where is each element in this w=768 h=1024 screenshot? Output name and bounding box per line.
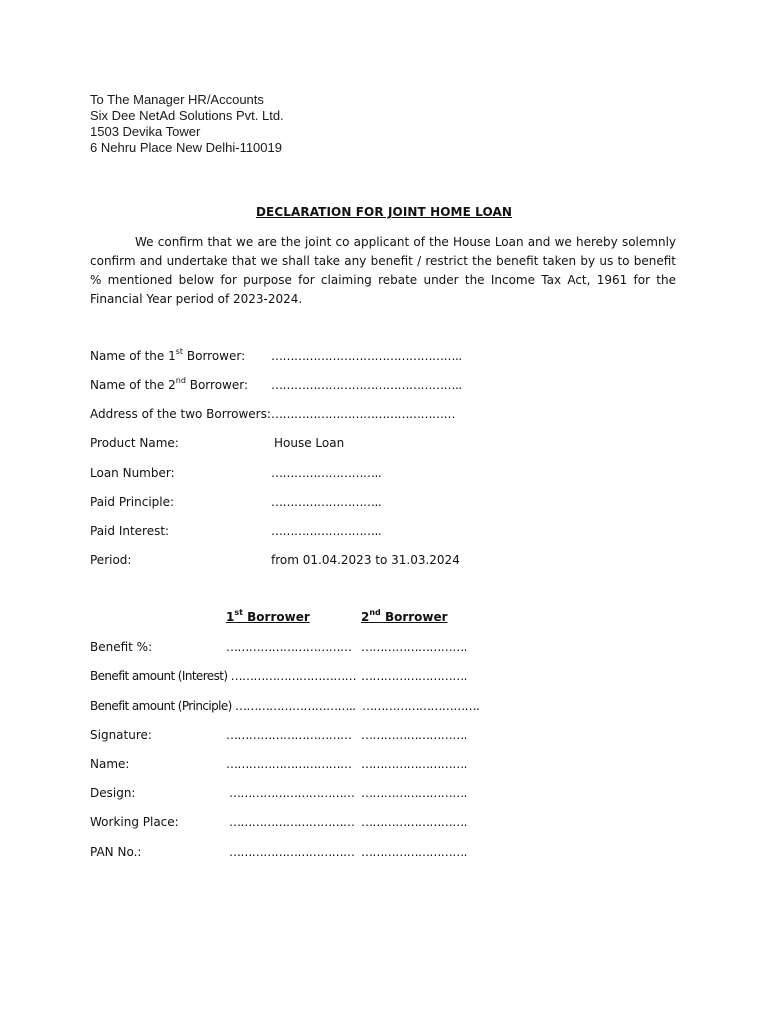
row-label: Benefit amount (Interest) …………………………… [90, 669, 357, 683]
row-value-2: ………………………. [361, 728, 467, 742]
field-label: Paid Interest: [90, 524, 170, 538]
row-label: Signature: [90, 728, 152, 742]
row-value-1: …………………………… [226, 728, 352, 742]
field-label: Paid Principle: [90, 495, 175, 509]
row-value-1: …………………………… [229, 786, 355, 800]
row-value-2: ………………………. [361, 757, 467, 771]
row-value-1: …………………………… [226, 757, 352, 771]
field-label: Period: [90, 553, 132, 567]
row-label: Name: [90, 757, 130, 771]
row-value-1: …………………………… [229, 815, 355, 829]
field-label: Name of the 2nd Borrower: [90, 376, 248, 392]
field-value: ………………………………………….. [271, 349, 462, 363]
field-value: ……………………….. [271, 524, 382, 538]
row-value-2: ………………………. [361, 640, 467, 654]
address-line-1: To The Manager HR/Accounts [90, 92, 264, 107]
address-line-4: 6 Nehru Place New Delhi-110019 [90, 140, 282, 155]
field-value: House Loan [274, 436, 345, 450]
document-title: DECLARATION FOR JOINT HOME LOAN [255, 205, 512, 219]
field-label: Name of the 1st Borrower: [90, 347, 246, 363]
row-value-2: ………………………. [361, 786, 467, 800]
row-label: Benefit %: [90, 640, 153, 654]
field-label: Address of the two Borrowers: [90, 407, 271, 421]
field-value: ………………………………………….. [271, 378, 462, 392]
field-label: Loan Number: [90, 466, 175, 480]
row-value-2: …………………………. [362, 699, 480, 713]
field-value: from 01.04.2023 to 31.03.2024 [271, 553, 460, 567]
row-label: Design: [90, 786, 136, 800]
row-value-2: ………………………. [361, 815, 467, 829]
field-value: ……………………….. [271, 495, 382, 509]
declaration-paragraph: We confirm that we are the joint co applicant of the House Loan and we hereby solemnly confirm and undertake that we shall take any benefit / restrict the benefit taken by us to benefit % mentioned below for purpose for claiming rebate under the Income Tax Act, 1961 for the Financial Year period of 2023-2024. [90, 235, 676, 306]
row-label: PAN No.: [90, 845, 142, 859]
row-value-1: …………………………… [229, 845, 355, 859]
field-value: ………………………………………… [271, 407, 455, 421]
recipient-address [90, 92, 284, 156]
row-value-1: …………………………… [226, 640, 352, 654]
field-value: ……………………….. [271, 466, 382, 480]
row-label: Benefit amount (Principle) ………………………….. [90, 699, 356, 713]
address-line-2: Six Dee NetAd Solutions Pvt. Ltd. [90, 108, 284, 123]
row-value-2: ………………………. [361, 845, 467, 859]
column-heading-2nd-borrower: 2nd Borrower [361, 608, 448, 624]
row-value-2: ………………………. [361, 669, 467, 683]
field-label: Product Name: [90, 436, 179, 450]
row-label: Working Place: [90, 815, 179, 829]
address-line-3: 1503 Devika Tower [90, 124, 201, 139]
column-heading-1st-borrower: 1st Borrower [226, 608, 310, 624]
